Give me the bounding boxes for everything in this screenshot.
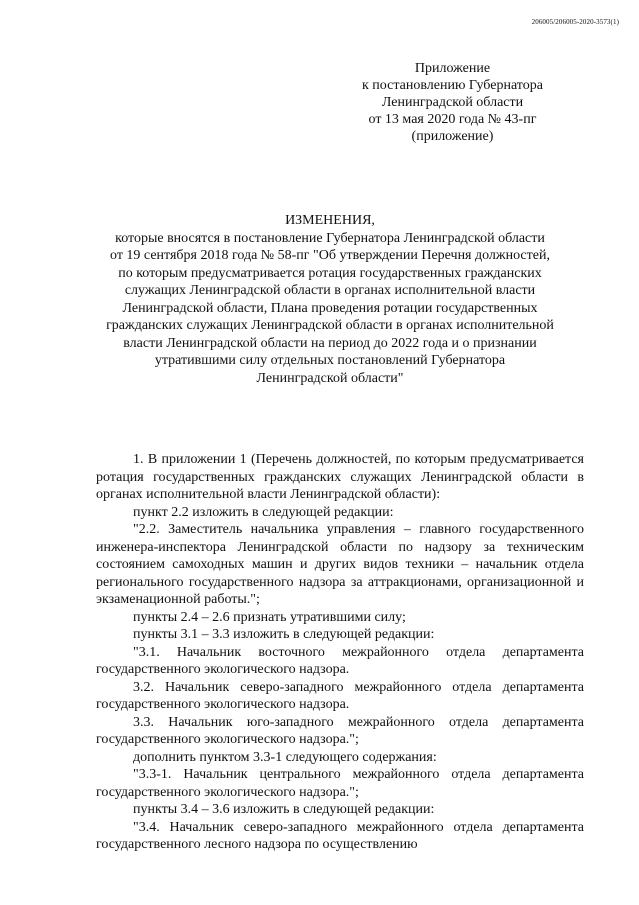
body-paragraph: "3.3-1. Начальник центрального межрайонного отдела департамента государственного экологического надзора."; bbox=[96, 767, 584, 800]
body-paragraph: "2.2. Заместитель начальника управления – главного государственного инженера-инспектора Ленинградской области по надзору за техническим состоянием самоходных машин и других видов техники – начальник отдела регионального государственного надзора за аттракционами, организационной и экзаменационной работы."; bbox=[96, 522, 584, 607]
document-id: 206005/206005-2020-3573(1) bbox=[531, 18, 619, 26]
body-paragraph: пункт 2.2 изложить в следующей редакции: bbox=[133, 504, 394, 520]
appendix-line: (приложение) bbox=[411, 129, 494, 144]
appendix-line: Ленинградской области bbox=[381, 95, 524, 110]
appendix-line: от 13 мая 2020 года № 43-пг bbox=[368, 112, 537, 127]
body-paragraph: 3.2. Начальник северо-западного межрайонного отдела департамента государственного экологического надзора. bbox=[96, 679, 584, 712]
body-paragraph: пункты 3.1 – 3.3 изложить в следующей редакции: bbox=[133, 627, 435, 642]
document-body bbox=[96, 451, 584, 854]
body-paragraph: пункты 3.4 – 3.6 изложить в следующей редакции: bbox=[133, 802, 435, 817]
body-paragraph: 1. В приложении 1 (Перечень должностей, по которым предусматривается ротация государственных гражданских служащих Ленинградской области в органах исполнительной власти Ленинградской области): bbox=[96, 452, 584, 502]
body-paragraph: 3.3. Начальник юго-западного межрайонного отдела департамента государственного экологического надзора."; bbox=[96, 714, 584, 747]
body-paragraph: "3.4. Начальник северо-западного межрайонного отдела департамента государственного лесного надзора по осуществлению bbox=[96, 819, 584, 852]
body-paragraph: пункты 2.4 – 2.6 признать утратившими силу; bbox=[133, 609, 406, 625]
body-paragraph: "3.1. Начальник восточного межрайонного отдела департамента государственного экологического надзора. bbox=[96, 644, 584, 677]
appendix-block bbox=[362, 60, 543, 145]
body-paragraph: дополнить пунктом 3.3-1 следующего содержания: bbox=[133, 749, 437, 765]
appendix-line: Приложение bbox=[414, 61, 491, 76]
heading-subtitle: которые вносятся в постановление Губернатора Ленинградской области от 19 сентября 2018 года № 58-пг "Об утверждении Перечня должностей, по которым предусматривается ротация государственных гражданских служащих Ленинградской области в органах исполнительной власти Ленинградской области, Плана проведения ротации государственных гражданских служащих Ленинградской области в органах исполнительной власти Ленинградской области на период до 2022 года и о признании утратившими силу отдельных постановлений Губернатора Ленинградской области" bbox=[106, 230, 554, 386]
document-heading bbox=[85, 212, 575, 387]
appendix-line: к постановлению Губернатора bbox=[362, 78, 543, 93]
heading-title: ИЗМЕНЕНИЯ, bbox=[285, 213, 375, 228]
